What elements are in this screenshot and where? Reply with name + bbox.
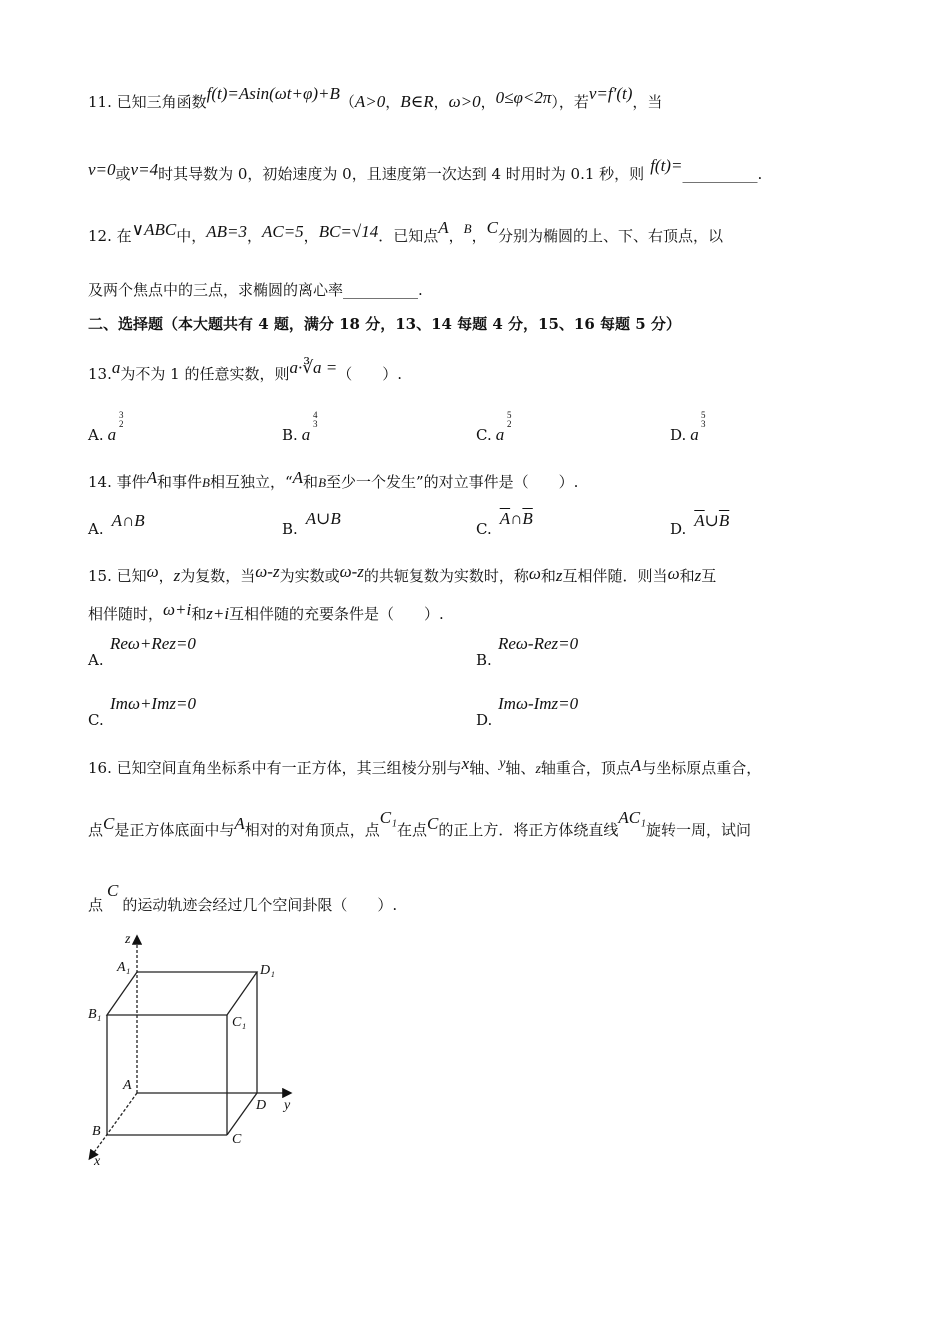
q15-text: 为实数或: [279, 567, 340, 585]
q15-omega: ω: [528, 564, 541, 583]
q16-vertex-a: A: [234, 814, 245, 833]
q15-text: 相伴随时，: [88, 605, 164, 623]
q11-v4: v=4: [130, 160, 159, 179]
option-expr: A∪B: [305, 509, 341, 528]
q14-text: 至少一个发生”的对立事件是（ ）.: [326, 473, 579, 491]
label-d: D: [256, 1098, 267, 1113]
q15-text: 互相伴随．则当: [562, 567, 668, 585]
q14-text: 14. 事件: [88, 473, 147, 491]
q11-sep: ，: [385, 93, 401, 111]
q15-option-b[interactable]: B.: [476, 651, 492, 669]
q14-option-d[interactable]: [670, 511, 730, 539]
q11-text: ），若: [551, 93, 589, 111]
q16-line-ac1: AC₁: [618, 808, 647, 827]
exp-den: 2: [507, 419, 512, 429]
exp-den: 2: [119, 419, 124, 429]
option-base: a: [301, 425, 311, 444]
q13-var-a: a: [111, 358, 121, 377]
q15-z: z: [555, 566, 563, 585]
q12-ac: AC=5: [261, 222, 304, 241]
q11-v0: v=0: [88, 160, 116, 179]
option-label: C.: [476, 520, 492, 538]
q16-vertex-a: A: [630, 756, 642, 775]
q14-event-b: B: [202, 475, 210, 490]
q15-text: 互: [701, 567, 717, 585]
q12-point-b: B: [463, 221, 472, 236]
q15-sep: ，: [158, 567, 174, 585]
q15-text: 为复数，当: [180, 567, 256, 585]
label-axis-x: x: [94, 1154, 101, 1169]
q15-z: z: [694, 566, 702, 585]
option-label: D.: [670, 426, 687, 444]
option-base: a: [690, 425, 699, 444]
q12-sep: ，: [448, 227, 464, 245]
q16-line3: [88, 881, 398, 915]
option-expr-left: $\overline{A}$: [499, 509, 511, 528]
q16-vertex-c: C: [427, 814, 439, 833]
q15-line1: [88, 562, 717, 586]
exp-den: 3: [701, 419, 706, 429]
q16-line1: [88, 754, 762, 779]
q12-ab: AB=3: [206, 222, 247, 241]
q11-paren: （: [339, 93, 355, 111]
q11-text: 11. 已知三角函数: [88, 93, 207, 111]
q16-text: 16. 已知空间直角坐标系中有一正方体，其三组棱分别与: [88, 759, 462, 777]
q14-text: 相互独立，“: [209, 473, 293, 491]
q16-text: 轴、: [505, 759, 536, 777]
section-heading: 二、选择题（本大题共有 4 题，满分 18 分，13、14 每题 4 分，15、16 每题 5 分）: [88, 315, 681, 333]
q11-function: f(t)=Asin(ωt+φ)+B: [206, 84, 340, 103]
q15-option-a[interactable]: A.: [88, 651, 104, 669]
q15-omega-minus-z: ω-z: [255, 562, 280, 581]
label-c: C: [232, 1132, 242, 1147]
option-expr-right: $\overline{B}$: [522, 509, 533, 528]
cube-figure: [80, 925, 310, 1170]
q14-event-a: A: [292, 468, 304, 487]
q13-d-exponent: [701, 411, 706, 429]
option-label: A.: [88, 426, 104, 444]
q11-text: ，当: [632, 93, 663, 111]
q12-point-c: C: [486, 218, 498, 237]
edge-c-d: [227, 1093, 257, 1135]
label-axis-z: z: [125, 932, 131, 947]
q15-option-d-expr: Imω-Imz=0: [498, 694, 579, 713]
exp-num: 3: [119, 410, 124, 420]
q11-answer-expr: f(t)=: [650, 156, 683, 175]
q15-line2: [88, 600, 444, 624]
option-base: a: [107, 425, 117, 444]
option-expr-right: $\overline{B}$: [718, 511, 730, 530]
q15-text: 15. 已知: [88, 567, 147, 585]
q12-point-a: A: [438, 218, 449, 237]
q11-sep: ，: [480, 93, 496, 111]
q13-option-a[interactable]: [88, 425, 116, 445]
q13-line: [88, 358, 403, 384]
q15-omega-plus-i: ω+i: [163, 600, 192, 619]
q15-omega-minus-z: ω-z: [339, 562, 364, 581]
option-expr: A∩B: [111, 511, 145, 530]
q16-axis-x: x: [461, 754, 470, 773]
exp-num: 4: [313, 410, 318, 420]
q16-text: 的正上方．将正方体绕直线: [438, 821, 619, 839]
q12-text: 12. 在: [88, 227, 132, 245]
cube-top-face: [107, 972, 257, 1015]
q11-cond-phi: 0≤φ<2π: [495, 88, 552, 107]
q15-option-c-expr: Imω+Imz=0: [110, 694, 196, 713]
q11-line1: [88, 84, 663, 112]
q11-sep: ，: [433, 93, 449, 111]
q15-z: z: [173, 566, 181, 585]
q12-line1: [88, 218, 723, 246]
q16-text: 点: [88, 821, 104, 839]
q15-text: 的共轭复数为实数时，称: [363, 567, 529, 585]
option-label: B.: [282, 426, 298, 444]
q13-expression: a·∛a =: [289, 358, 338, 377]
exp-num: 5: [507, 410, 512, 420]
q16-text: 点: [88, 896, 104, 914]
q12-sep: ，: [471, 227, 487, 245]
exp-num: 5: [701, 410, 706, 420]
q16-text: 在点: [397, 821, 428, 839]
q14-option-a[interactable]: [88, 511, 145, 539]
q14-event-b: B: [318, 475, 327, 490]
q11-text: 或: [115, 165, 131, 183]
q12-text: 中，: [176, 227, 207, 245]
q15-option-c[interactable]: C.: [88, 711, 104, 729]
q11-answer-blank[interactable]: __________.: [682, 165, 763, 183]
q14-event-a: A: [146, 468, 158, 487]
option-label: B.: [282, 520, 298, 538]
q16-vertex-c: C: [107, 881, 119, 900]
q11-velocity: v=f′(t): [588, 84, 633, 103]
q16-line2: [88, 808, 752, 840]
q16-text: 的运动轨迹会经过几个空间卦限（ ）.: [122, 896, 398, 914]
label-b1: B₁: [88, 1007, 102, 1022]
q13-a-exponent: [119, 411, 124, 429]
q12-question-blank[interactable]: 及两个焦点中的三点，求椭圆的离心率__________.: [88, 281, 423, 299]
option-base: a: [495, 425, 505, 444]
q12-triangle: ∨ABC: [131, 220, 177, 239]
label-axis-y: y: [284, 1098, 291, 1113]
q13-text: （ ）.: [337, 365, 403, 383]
q12-sep: ，: [303, 227, 319, 245]
q14-option-b[interactable]: [282, 509, 341, 539]
option-expr-left: $\overline{A}$: [694, 511, 705, 530]
q15-option-a-expr: Reω+Rez=0: [110, 634, 196, 653]
q12-text: 分别为椭圆的上、下、右顶点，以: [497, 227, 723, 245]
option-expr-op: ∪: [704, 511, 719, 530]
q12-bc: BC=√14: [318, 222, 379, 241]
q16-text: 相对的对角顶点，点: [244, 821, 380, 839]
q14-text: 和: [303, 473, 319, 491]
q15-text: 和: [540, 567, 556, 585]
q16-text: 轴、: [469, 759, 500, 777]
option-label: D.: [670, 520, 687, 538]
q15-omega: ω: [667, 564, 680, 583]
q15-option-d[interactable]: D.: [476, 711, 493, 729]
q15-z-plus-i: z+i: [206, 604, 230, 623]
q12-text: ．已知点: [378, 227, 439, 245]
label-a1: A₁: [117, 960, 131, 975]
q16-text: 轴重合，顶点: [540, 759, 631, 777]
q15-option-b-expr: Reω-Rez=0: [498, 634, 579, 653]
q15-text: 和: [679, 567, 695, 585]
q12-sep: ，: [246, 227, 262, 245]
q16-axis-z: z: [535, 762, 541, 777]
q14-line: [88, 468, 579, 492]
q13-option-c[interactable]: [476, 425, 504, 445]
label-c1: C₁: [232, 1015, 247, 1030]
q11-cond-omega: ω>0: [448, 92, 481, 111]
q11-cond-b: B∈R: [400, 92, 434, 111]
q13-text: 为不为 1 的任意实数，则: [120, 365, 290, 383]
q11-line2: [88, 156, 763, 184]
option-expr-op: ∩: [510, 509, 523, 528]
q16-vertex-c: C: [103, 814, 115, 833]
exp-den: 3: [313, 419, 318, 429]
q15-text: 互相伴随的充要条件是（ ）.: [229, 605, 444, 623]
q15-text: 和: [191, 605, 207, 623]
q11-text: 时其导数为 0，初始速度为 0，且速度第一次达到 4 时用时为 0.1 秒，则: [158, 165, 645, 183]
q16-text: 旋转一周，试问: [646, 821, 752, 839]
q13-option-b[interactable]: [282, 425, 310, 445]
q16-axis-y: y: [499, 756, 506, 771]
q16-vertex-c1: C₁: [379, 808, 398, 827]
label-d1: D₁: [260, 963, 275, 978]
q14-text: 和事件: [157, 473, 203, 491]
q16-text: 是正方体底面中与: [114, 821, 235, 839]
q15-omega: ω: [146, 562, 159, 581]
q13-text: 13.: [88, 365, 112, 383]
q11-cond-a: A>0: [354, 92, 386, 111]
label-a: A: [123, 1078, 132, 1093]
option-label: A.: [88, 520, 104, 538]
label-b: B: [92, 1124, 101, 1139]
q13-b-exponent: [313, 411, 318, 429]
q13-c-exponent: [507, 411, 512, 429]
q16-text: 与坐标原点重合，: [641, 759, 762, 777]
q14-option-c[interactable]: [476, 509, 533, 539]
q12-line2: [88, 281, 423, 299]
q13-option-d[interactable]: [670, 425, 699, 445]
option-label: C.: [476, 426, 492, 444]
